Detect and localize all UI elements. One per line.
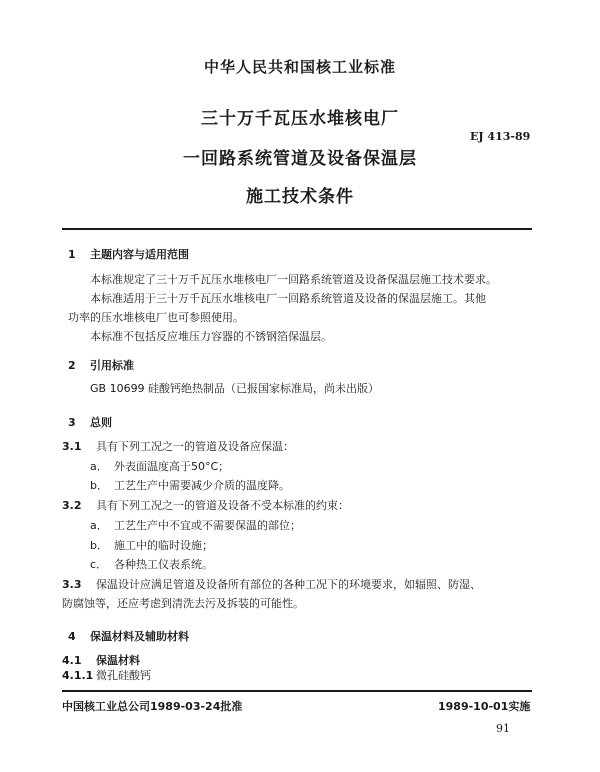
document-title-line3: 施工技术条件: [246, 187, 354, 207]
clause-4-1-text: 保温材料: [96, 654, 140, 667]
clause-3-3-line1: 保温设计应满足管道及设备所有部位的各种工况下的环境要求，如辐照、防湿、: [96, 578, 481, 591]
clause-3-2-a-text: 工艺生产中不宜或不需要保温的部位；: [114, 519, 301, 532]
clause-3-2-c: [90, 557, 213, 573]
clause-3-2-text: 具有下列工况之一的管道及设备不受本标准的约束：: [96, 499, 349, 512]
document-title-line2: 一回路系统管道及设备保温层: [183, 149, 417, 169]
clause-3-3-number: 3.3: [62, 578, 82, 591]
clause-3-1-b-label: b．: [90, 479, 108, 492]
approval-date: 中国核工业总公司1989-03-24批准: [62, 700, 243, 713]
section-1-title: 主题内容与适用范围: [90, 248, 189, 261]
section-2-heading: [68, 357, 134, 373]
clause-3-2-a-label: a．: [90, 519, 108, 532]
clause-3-2-c-text: 各种热工仪表系统。: [114, 558, 213, 571]
section-2-reference: GB 10699 硅酸钙绝热制品（已报国家标准局，尚未出版）: [90, 382, 380, 395]
bottom-rule: [62, 690, 532, 692]
section-4-number: 4: [68, 630, 76, 643]
section-1-paragraph-3: 本标准不包括反应堆压力容器的不锈钢箔保温层。: [90, 330, 332, 343]
clause-4-1-1-text: 微孔硅酸钙: [96, 669, 151, 682]
clause-3-2-a: [90, 518, 301, 534]
clause-4-1-1-number: 4.1.1: [62, 669, 94, 682]
section-1-paragraph-2a: 本标准适用于三十万千瓦压水堆核电厂一回路系统管道及设备的保温层施工。其他: [90, 292, 486, 305]
page-number: 91: [496, 722, 510, 735]
clause-3-3: [62, 577, 481, 593]
clause-4-1-1: [62, 668, 151, 684]
clause-3-1-a: [90, 459, 229, 475]
section-1-paragraph-1: 本标准规定了三十万千瓦压水堆核电厂一回路系统管道及设备保温层施工技术要求。: [90, 273, 497, 286]
section-2-number: 2: [68, 359, 76, 372]
top-rule: [62, 228, 532, 230]
clause-3-1-text: 具有下列工况之一的管道及设备应保温：: [96, 440, 294, 453]
section-1-paragraph-2b: 功率的压水堆核电厂也可参照使用。: [68, 311, 244, 324]
clause-3-1: [62, 439, 294, 455]
clause-3-1-a-label: a．: [90, 460, 108, 473]
clause-3-1-number: 3.1: [62, 440, 82, 453]
section-1-heading: [68, 246, 189, 262]
clause-3-2-c-label: c．: [90, 558, 108, 571]
section-4-heading: [68, 628, 189, 644]
clause-3-2: [62, 498, 349, 514]
clause-3-3-line2: 防腐蚀等，还应考虑到清洗去污及拆装的可能性。: [62, 597, 304, 610]
clause-4-1-number: 4.1: [62, 654, 82, 667]
clause-3-2-number: 3.2: [62, 499, 82, 512]
section-1-number: 1: [68, 248, 76, 261]
standard-header: 中华人民共和国核工业标准: [203, 58, 396, 76]
clause-3-2-b: [90, 538, 213, 554]
clause-3-1-a-text: 外表面温度高于50°C；: [114, 460, 230, 473]
document-title-line1: 三十万千瓦压水堆核电厂: [201, 109, 399, 129]
section-3-number: 3: [68, 416, 76, 429]
section-3-heading: [68, 414, 112, 430]
section-2-title: 引用标准: [90, 359, 134, 372]
clause-3-1-b-text: 工艺生产中需要减少介质的温度降。: [114, 479, 290, 492]
clause-3-1-b: [90, 478, 290, 494]
clause-3-2-b-text: 施工中的临时设施；: [114, 539, 213, 552]
section-3-title: 总则: [90, 416, 112, 429]
section-4-title: 保温材料及辅助材料: [90, 630, 189, 643]
standard-code: EJ 413-89: [470, 130, 531, 143]
clause-4-1: [62, 652, 140, 668]
implementation-date: 1989-10-01实施: [438, 700, 531, 713]
clause-3-2-b-label: b．: [90, 539, 108, 552]
